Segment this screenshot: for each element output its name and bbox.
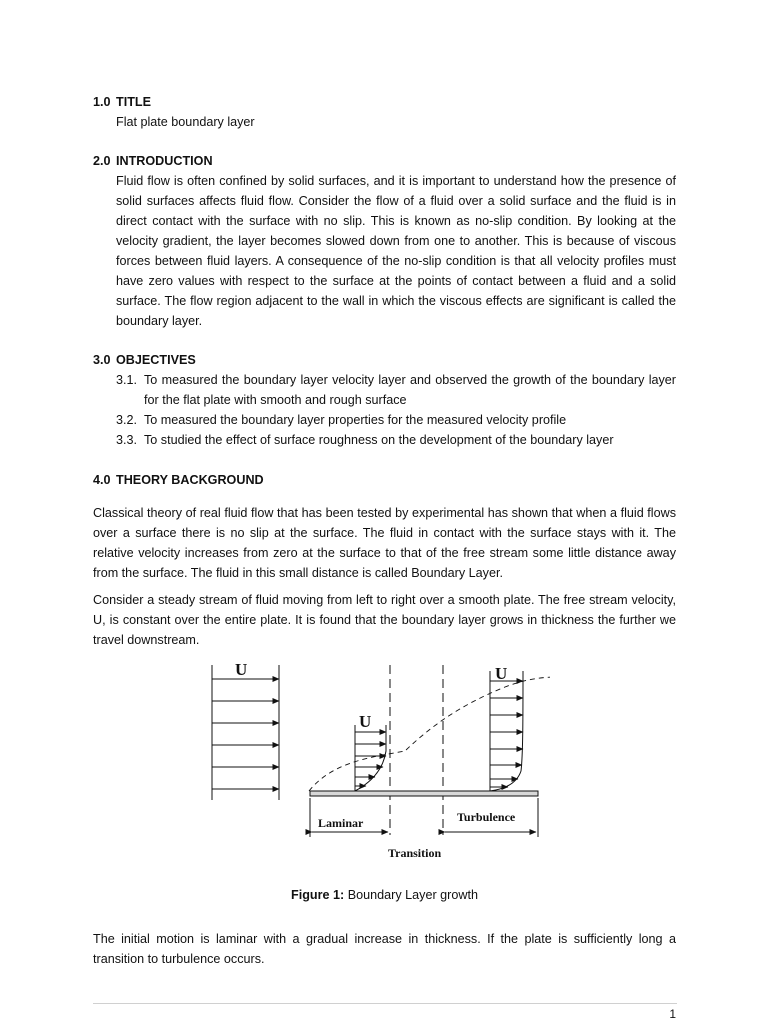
laminar-label: Laminar: [318, 816, 364, 830]
footer-divider: [93, 1003, 677, 1004]
title-section: [93, 92, 676, 132]
theory-heading-number: 4.0: [93, 473, 111, 487]
page-number: 1: [669, 1007, 676, 1021]
turbulence-label: Turbulence: [457, 810, 516, 824]
theory-heading-text: THEORY BACKGROUND: [116, 473, 264, 487]
objective-number: 3.1.: [116, 373, 138, 387]
theory-paragraph-1: Classical theory of real fluid flow that has been tested by experimental has shown that when a fluid flows over a surface there is no slip at the surface. The fluid in contact with the surface stays with it. The relative velocity increases from zero at the surface to that of the free stream some little distance away from the surface. The fluid in this small distance is called Boundary Layer.: [93, 506, 676, 580]
turbulent-u-label: U: [495, 664, 508, 683]
figure-caption: [93, 886, 676, 904]
objective-number: 3.3.: [116, 433, 138, 447]
introduction-section: [93, 151, 676, 331]
introduction-paragraph: Fluid flow is often confined by solid surfaces, and it is important to understand how the presence of solid surfaces affects fluid flow. Consider the flow of a fluid over a solid surface and the fluid is in direct contact with the surface with no slip. This is known as no-slip condition. By looking at the velocity gradient, the layer becomes slowed down from one to another. This is because of viscous forces between fluid layers. A consequence of the no-slip condition is that all velocity profiles must have zero values with respect to the surface at the points of contact between a fluid and a solid surface. The flow region adjacent to the wall in which the viscous effects are significant is called the boundary layer.: [116, 174, 676, 328]
title-heading-number: 1.0: [93, 95, 111, 109]
introduction-heading: [93, 151, 676, 171]
introduction-heading-text: INTRODUCTION: [116, 154, 213, 168]
free-stream-profile: [212, 665, 279, 800]
objectives-heading-text: OBJECTIVES: [116, 353, 196, 367]
transition-label: Transition: [388, 846, 442, 860]
theory-paragraph-2: Consider a steady stream of fluid moving from left to right over a smooth plate. The free stream velocity, U, is constant over the entire plate. It is found that the boundary layer grows in thickness the further we travel downstream.: [93, 593, 676, 647]
objectives-heading-number: 3.0: [93, 353, 111, 367]
boundary-layer-edge: [309, 677, 550, 791]
turbulent-velocity-profile: [490, 671, 523, 791]
objective-item: [93, 370, 676, 410]
laminar-u-label: U: [359, 712, 372, 731]
theory-closing-paragraph: The initial motion is laminar with a gradual increase in thickness. If the plate is sufficiently long a transition to turbulence occurs.: [93, 932, 676, 966]
objective-item: [93, 430, 676, 450]
figure-caption-label: Figure 1:: [291, 888, 345, 902]
title-heading: [93, 92, 676, 112]
laminar-velocity-profile: [355, 725, 386, 791]
objective-item: [93, 410, 676, 430]
boundary-layer-figure: [205, 655, 550, 865]
flat-plate: [310, 791, 538, 796]
objective-number: 3.2.: [116, 413, 138, 427]
objective-text: To measured the boundary layer properties for the measured velocity profile: [144, 413, 567, 427]
title-heading-text: TITLE: [116, 95, 151, 109]
introduction-heading-number: 2.0: [93, 154, 111, 168]
figure-caption-text: Boundary Layer growth: [344, 888, 478, 902]
theory-heading: [93, 470, 676, 490]
boundary-layer-diagram: [205, 655, 550, 865]
objectives-heading: [93, 350, 676, 370]
objective-text: To studied the effect of surface roughness on the development of the boundary layer: [144, 433, 614, 447]
theory-section: [93, 470, 676, 490]
free-stream-u-label: U: [235, 660, 248, 679]
objectives-section: [93, 350, 676, 450]
objective-text: To measured the boundary layer velocity layer and observed the growth of the boundary layer for the flat plate with smooth and rough surface: [144, 373, 676, 407]
title-text: Flat plate boundary layer: [116, 115, 255, 129]
